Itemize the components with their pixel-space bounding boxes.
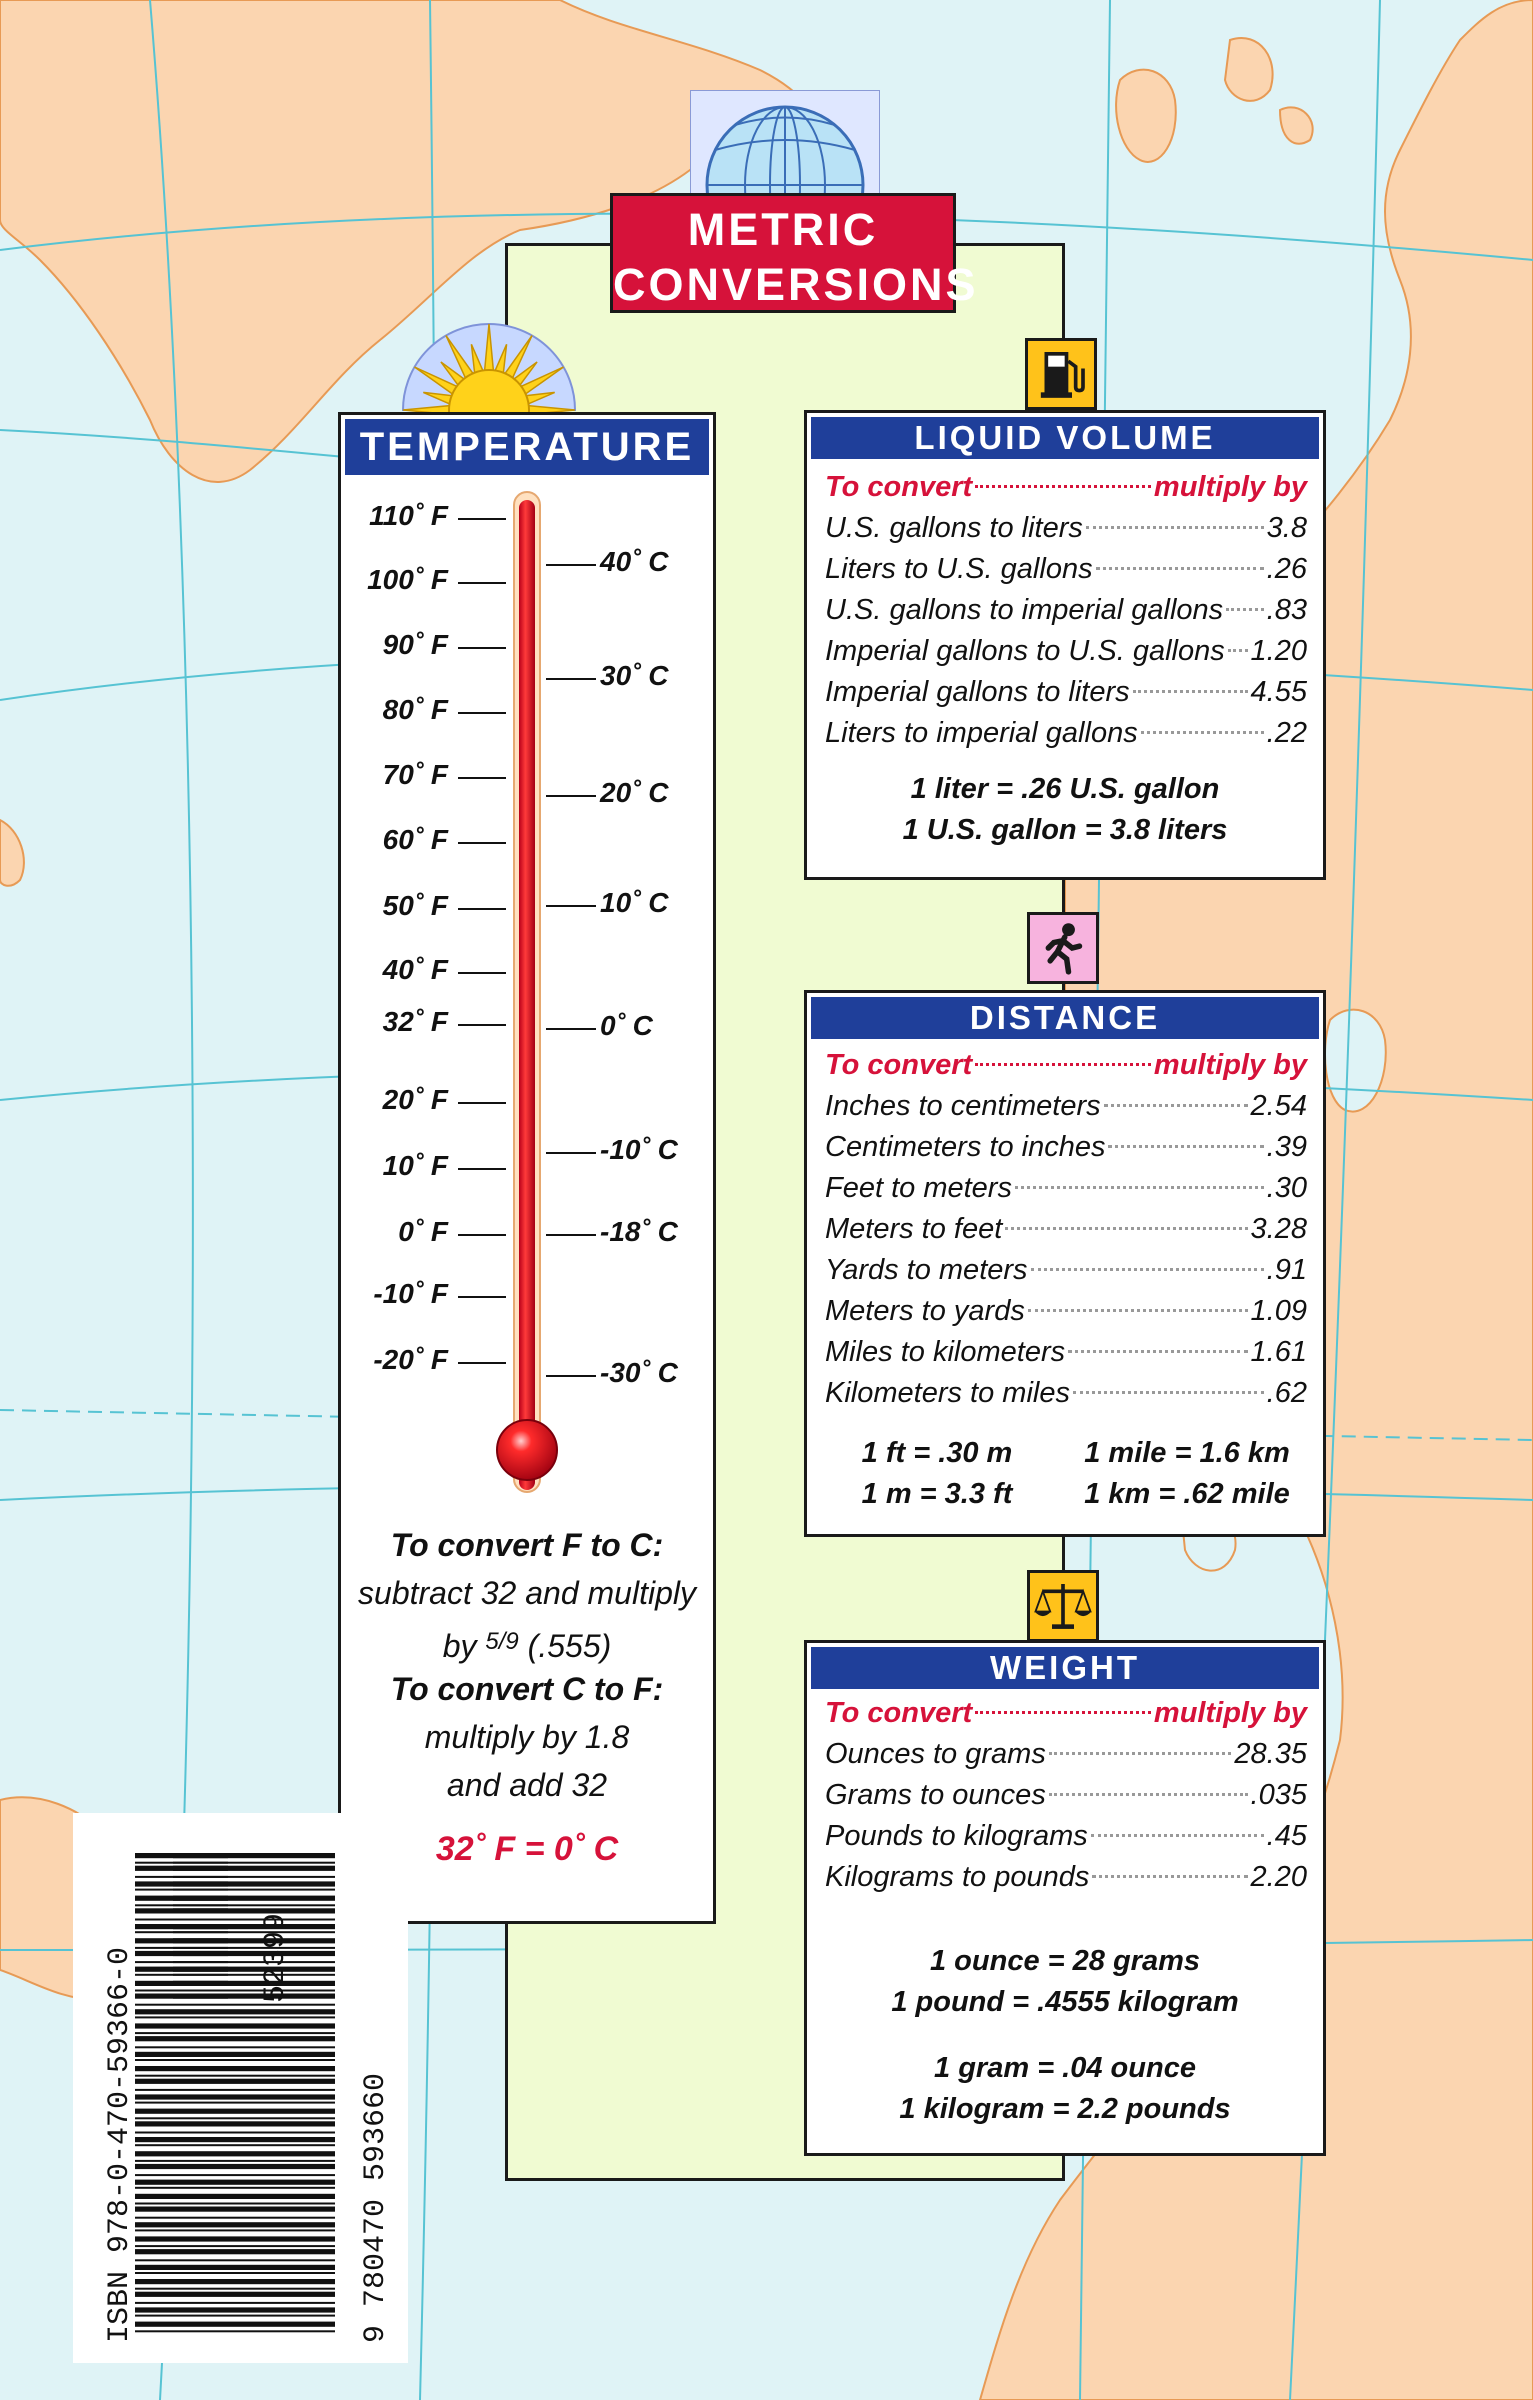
barcode-bar bbox=[173, 1994, 228, 1999]
thermometer-area bbox=[338, 412, 716, 1924]
barcode-bar bbox=[135, 1990, 335, 1992]
freezing-equivalence: 32˚ F = 0˚ C bbox=[435, 1830, 619, 1868]
fahrenheit-label: 80˚ F bbox=[382, 694, 448, 725]
leader-dots bbox=[1028, 1309, 1248, 1312]
fahrenheit-tick bbox=[458, 1102, 506, 1104]
celsius-label: -10˚ C bbox=[600, 1134, 678, 1165]
conversion-row bbox=[825, 549, 1307, 590]
barcode-bar bbox=[173, 1908, 228, 1913]
fahrenheit-label: -10˚ F bbox=[373, 1278, 448, 1309]
distance-column-header bbox=[825, 1045, 1307, 1086]
leader-dots bbox=[1228, 649, 1248, 652]
barcode-bar bbox=[135, 2229, 335, 2231]
barcode-bar bbox=[135, 2160, 335, 2162]
barcode-bar bbox=[135, 2307, 335, 2312]
barcode-bar bbox=[135, 1994, 335, 1999]
barcode-bar bbox=[135, 2322, 335, 2327]
fahrenheit-label: 0˚ F bbox=[398, 1216, 448, 1247]
conversion-label: Ounces to grams bbox=[825, 1738, 1046, 1770]
fahrenheit-tick bbox=[458, 777, 506, 779]
c-to-f-title: To convert C to F: bbox=[390, 1671, 664, 1707]
barcode-bar bbox=[173, 1896, 228, 1901]
conversion-factor: 28.35 bbox=[1234, 1738, 1307, 1770]
fahrenheit-tick bbox=[458, 1296, 506, 1298]
barcode-bar bbox=[135, 2203, 335, 2205]
barcode-bar bbox=[135, 1974, 335, 1976]
celsius-label: 40˚ C bbox=[600, 546, 669, 577]
barcode-bar bbox=[173, 1866, 228, 1871]
barcode-bar bbox=[135, 2036, 335, 2041]
barcode-bar bbox=[135, 2032, 335, 2034]
conversion-label: Imperial gallons to liters bbox=[825, 676, 1130, 708]
conversion-label: Grams to ounces bbox=[825, 1779, 1046, 1811]
barcode-bar bbox=[173, 1919, 228, 1921]
barcode-bar bbox=[135, 2016, 335, 2018]
barcode-bar bbox=[173, 1862, 228, 1864]
f-to-c-line2 bbox=[338, 1618, 716, 1670]
fahrenheit-tick bbox=[458, 1362, 506, 1364]
conversion-factor: .30 bbox=[1266, 1172, 1307, 1204]
barcode-bar bbox=[135, 2059, 335, 2061]
barcode-bar bbox=[135, 2265, 335, 2270]
barcode-bar bbox=[135, 2117, 335, 2119]
weight-column-header bbox=[825, 1693, 1307, 1734]
liquid-volume-note-1: 1 liter = .26 U.S. gallon bbox=[910, 773, 1220, 805]
barcode-bar bbox=[135, 2222, 335, 2227]
fahrenheit-label: -20˚ F bbox=[373, 1344, 448, 1375]
barcode-bar bbox=[173, 1938, 228, 1943]
barcode-bar bbox=[135, 2288, 335, 2290]
barcode-bar bbox=[173, 1961, 228, 1963]
col-to-convert: To convert bbox=[825, 1049, 973, 1081]
conversion-factor: 4.55 bbox=[1250, 676, 1307, 708]
conversion-label: Meters to feet bbox=[825, 1213, 1003, 1245]
barcode-bar bbox=[135, 2164, 335, 2169]
barcode-bar bbox=[135, 1862, 335, 1864]
barcode-bar bbox=[173, 1853, 228, 1858]
conversion-label: Miles to kilometers bbox=[825, 1336, 1066, 1368]
fahrenheit-label: 100˚ F bbox=[367, 564, 448, 595]
conversion-row bbox=[825, 672, 1307, 713]
barcode-bar bbox=[173, 1924, 228, 1929]
leader-dots bbox=[1068, 1350, 1247, 1353]
barcode-bar bbox=[135, 1853, 335, 1858]
barcode-bar bbox=[135, 1924, 335, 1929]
fahrenheit-tick bbox=[458, 972, 506, 974]
distance-note-mile: 1 mile = 1.6 km bbox=[1084, 1437, 1290, 1469]
conversion-label: Liters to imperial gallons bbox=[825, 717, 1138, 749]
conversion-row bbox=[825, 590, 1307, 631]
barcode-bar bbox=[135, 2330, 335, 2332]
conversion-factor: .91 bbox=[1266, 1254, 1307, 1286]
barcode-bar bbox=[135, 2144, 335, 2146]
barcode-bar bbox=[173, 1951, 228, 1956]
f-to-c-by: by bbox=[442, 1628, 486, 1664]
barcode-bar bbox=[135, 2279, 335, 2284]
barcode-bar bbox=[135, 2259, 335, 2261]
barcode-bar bbox=[135, 1919, 335, 1921]
isbn-text: ISBN 978-0-470-59366-0 bbox=[103, 1946, 137, 2343]
barcode-bar bbox=[135, 1889, 335, 1891]
conversion-factor: 1.61 bbox=[1250, 1336, 1307, 1368]
barcode-bar bbox=[135, 2004, 335, 2006]
col-to-convert: To convert bbox=[825, 471, 973, 503]
leader-dots bbox=[1015, 1186, 1264, 1189]
barcode-bar bbox=[135, 2109, 335, 2114]
conversion-label: Yards to meters bbox=[825, 1254, 1028, 1286]
barcode-bar bbox=[135, 2121, 335, 2126]
celsius-tick bbox=[546, 905, 596, 907]
barcode-bar bbox=[135, 2066, 335, 2071]
celsius-tick bbox=[546, 795, 596, 797]
barcode bbox=[73, 1813, 408, 2363]
barcode-bar bbox=[135, 1881, 335, 1886]
barcode-bar bbox=[135, 1866, 335, 1871]
barcode-bar bbox=[173, 1967, 228, 1972]
celsius-tick bbox=[546, 1375, 596, 1377]
conversion-label: Pounds to kilograms bbox=[825, 1820, 1088, 1852]
leader-dots bbox=[1141, 731, 1264, 734]
barcode-bar bbox=[135, 1908, 335, 1913]
liquid-volume-column-header bbox=[825, 467, 1307, 508]
distance-header: DISTANCE bbox=[811, 997, 1319, 1039]
barcode-bar bbox=[135, 2102, 335, 2104]
barcode-bar bbox=[135, 1951, 335, 1956]
col-multiply-by: multiply by bbox=[1153, 1697, 1307, 1729]
fahrenheit-tick bbox=[458, 1234, 506, 1236]
leader-dots bbox=[1096, 567, 1264, 570]
c-to-f-line1: multiply by 1.8 bbox=[424, 1719, 630, 1755]
conversion-row bbox=[825, 1775, 1307, 1816]
gas-pump-icon bbox=[1025, 338, 1097, 410]
barcode-bar bbox=[135, 1896, 335, 1901]
conversion-row bbox=[825, 1127, 1307, 1168]
conversion-label: Kilometers to miles bbox=[825, 1377, 1070, 1409]
barcode-bar bbox=[135, 2180, 335, 2185]
title-line-2: CONVERSIONS bbox=[613, 259, 979, 310]
barcode-bar bbox=[135, 2249, 335, 2254]
barcode-bar bbox=[135, 2292, 335, 2297]
weight-panel bbox=[804, 1640, 1326, 2156]
barcode-bar bbox=[135, 1904, 335, 1906]
barcode-bar bbox=[173, 1889, 228, 1891]
barcode-bar bbox=[135, 1931, 335, 1933]
barcode-bar bbox=[173, 1881, 228, 1886]
fahrenheit-label: 50˚ F bbox=[382, 890, 448, 921]
conversion-factor: 3.28 bbox=[1250, 1213, 1307, 1245]
conversion-factor: .62 bbox=[1266, 1377, 1307, 1409]
fahrenheit-label: 40˚ F bbox=[382, 954, 448, 985]
distance-note-m: 1 m = 3.3 ft bbox=[861, 1478, 1013, 1510]
liquid-volume-table bbox=[825, 467, 1307, 754]
distance-note-km: 1 km = .62 mile bbox=[1084, 1478, 1290, 1510]
barcode-bar bbox=[135, 2217, 335, 2219]
addon-digits: 52399 bbox=[259, 1912, 293, 2003]
barcode-bar bbox=[135, 2302, 335, 2304]
barcode-bar bbox=[135, 2023, 335, 2028]
barcode-bar bbox=[135, 2052, 335, 2057]
barcode-bar bbox=[135, 2079, 335, 2084]
conversion-row bbox=[825, 1816, 1307, 1857]
celsius-label: 0˚ C bbox=[600, 1010, 653, 1041]
barcode-bar bbox=[135, 1938, 335, 1943]
fahrenheit-tick bbox=[458, 647, 506, 649]
ean-digits: 9 780470 593660 bbox=[359, 2072, 393, 2343]
barcode-bar bbox=[135, 1947, 335, 1949]
leader-dots bbox=[1086, 526, 1264, 529]
fahrenheit-tick bbox=[458, 842, 506, 844]
col-multiply-by: multiply by bbox=[1153, 471, 1307, 503]
col-multiply-by: multiply by bbox=[1153, 1049, 1307, 1081]
liquid-volume-header: LIQUID VOLUME bbox=[811, 417, 1319, 459]
conversion-row bbox=[825, 1332, 1307, 1373]
conversion-row bbox=[825, 631, 1307, 672]
celsius-label: 10˚ C bbox=[600, 887, 669, 918]
conversion-label: Liters to U.S. gallons bbox=[825, 553, 1093, 585]
conversion-row bbox=[825, 508, 1307, 549]
conversion-label: Feet to meters bbox=[825, 1172, 1012, 1204]
barcode-bar bbox=[135, 2187, 335, 2189]
conversion-label: Inches to centimeters bbox=[825, 1090, 1101, 1122]
barcode-bar bbox=[173, 1981, 228, 1986]
leader-dots bbox=[1133, 690, 1248, 693]
leader-dots bbox=[1226, 608, 1264, 611]
barcode-bar bbox=[173, 1974, 228, 1976]
celsius-tick bbox=[546, 1234, 596, 1236]
conversion-row bbox=[825, 1734, 1307, 1775]
leader-dots bbox=[1092, 1875, 1247, 1878]
fahrenheit-label: 110˚ F bbox=[369, 500, 448, 531]
sun-icon bbox=[398, 300, 580, 412]
conversion-factor: .035 bbox=[1250, 1779, 1307, 1811]
conversion-factor: .22 bbox=[1266, 717, 1307, 749]
distance-note-ft: 1 ft = .30 m bbox=[861, 1437, 1013, 1469]
fahrenheit-label: 90˚ F bbox=[382, 629, 448, 660]
conversion-factor: .39 bbox=[1266, 1131, 1307, 1163]
leader-dots bbox=[1091, 1834, 1264, 1837]
fahrenheit-label: 70˚ F bbox=[382, 759, 448, 790]
f-to-c-title: To convert F to C: bbox=[390, 1527, 664, 1563]
celsius-label: 30˚ C bbox=[600, 660, 669, 691]
scale-icon bbox=[1027, 1570, 1099, 1642]
weight-header: WEIGHT bbox=[811, 1647, 1319, 1689]
barcode-bar bbox=[135, 2315, 335, 2317]
weight-note-4: 1 kilogram = 2.2 pounds bbox=[899, 2093, 1231, 2125]
temperature-header: TEMPERATURE bbox=[345, 419, 709, 475]
weight-table bbox=[825, 1693, 1307, 1898]
runner-icon bbox=[1027, 912, 1099, 984]
conversion-factor: 2.20 bbox=[1250, 1861, 1307, 1893]
conversion-factor: 3.8 bbox=[1266, 512, 1307, 544]
barcode-bar bbox=[173, 1904, 228, 1906]
barcode-bar bbox=[135, 1967, 335, 1972]
title-line-1: METRIC bbox=[687, 204, 879, 255]
conversion-factor: 2.54 bbox=[1250, 1090, 1307, 1122]
f-to-c-line1: subtract 32 and multiply bbox=[358, 1575, 696, 1611]
fahrenheit-tick bbox=[458, 582, 506, 584]
leader-dots bbox=[1104, 1104, 1248, 1107]
barcode-bar bbox=[173, 1931, 228, 1933]
conversion-factor: .26 bbox=[1266, 553, 1307, 585]
barcode-bar bbox=[135, 1981, 335, 1986]
leader-dots bbox=[1108, 1145, 1263, 1148]
barcode-bar bbox=[173, 1990, 228, 1992]
title-banner bbox=[610, 193, 979, 313]
barcode-bar bbox=[135, 2236, 335, 2241]
barcode-bar bbox=[135, 2194, 335, 2199]
conversion-label: Imperial gallons to U.S. gallons bbox=[825, 635, 1225, 667]
barcode-bar bbox=[135, 2075, 335, 2077]
fahrenheit-label: 32˚ F bbox=[382, 1006, 448, 1037]
conversion-row bbox=[825, 1168, 1307, 1209]
fahrenheit-tick bbox=[458, 1024, 506, 1026]
barcode-bar bbox=[173, 1876, 228, 1878]
fahrenheit-label: 60˚ F bbox=[382, 824, 448, 855]
leader-dots bbox=[1049, 1793, 1248, 1796]
globe-icon bbox=[690, 90, 880, 200]
barcode-bar bbox=[135, 1961, 335, 1963]
conversion-row bbox=[825, 1250, 1307, 1291]
barcode-bar bbox=[135, 2207, 335, 2212]
leader-dots bbox=[1005, 1227, 1247, 1230]
conversion-label: Centimeters to inches bbox=[825, 1131, 1106, 1163]
liquid-volume-note-2: 1 U.S. gallon = 3.8 liters bbox=[902, 814, 1228, 846]
conversion-factor: .45 bbox=[1266, 1820, 1307, 1852]
celsius-tick bbox=[546, 1028, 596, 1030]
conversion-factor: 1.20 bbox=[1250, 635, 1307, 667]
leader-dots bbox=[1049, 1752, 1232, 1755]
barcode-bar bbox=[135, 2137, 335, 2142]
fahrenheit-tick bbox=[458, 518, 506, 520]
weight-note-3: 1 gram = .04 ounce bbox=[934, 2052, 1196, 2084]
barcode-bar bbox=[135, 2089, 335, 2091]
conversion-row bbox=[825, 1373, 1307, 1414]
conversion-label: U.S. gallons to imperial gallons bbox=[825, 594, 1224, 626]
conversion-label: Meters to yards bbox=[825, 1295, 1025, 1327]
c-to-f-line2: and add 32 bbox=[446, 1767, 608, 1803]
barcode-bar bbox=[135, 2132, 335, 2134]
conversion-row bbox=[825, 1209, 1307, 1250]
fraction-five-ninths: 5/9 bbox=[485, 1628, 519, 1655]
conversion-label: U.S. gallons to liters bbox=[825, 512, 1083, 544]
weight-note-2: 1 pound = .4555 kilogram bbox=[891, 1986, 1239, 2018]
barcode-bar bbox=[135, 1876, 335, 1878]
weight-note-1: 1 ounce = 28 grams bbox=[930, 1945, 1200, 1977]
celsius-label: -30˚ C bbox=[600, 1357, 678, 1388]
leader-dots bbox=[1073, 1391, 1264, 1394]
f-to-c-decimal: (.555) bbox=[518, 1628, 612, 1664]
conversion-row bbox=[825, 1291, 1307, 1332]
conversion-label: Kilograms to pounds bbox=[825, 1861, 1090, 1893]
celsius-label: -18˚ C bbox=[600, 1216, 678, 1247]
distance-panel bbox=[804, 990, 1326, 1537]
barcode-bar bbox=[135, 2174, 335, 2176]
barcode-bar bbox=[135, 2272, 335, 2274]
barcode-bar bbox=[135, 2009, 335, 2014]
fahrenheit-label: 20˚ F bbox=[382, 1084, 448, 1115]
barcode-bar bbox=[135, 2151, 335, 2156]
leader-dots bbox=[1031, 1268, 1264, 1271]
fahrenheit-label: 10˚ F bbox=[382, 1150, 448, 1181]
celsius-tick bbox=[546, 564, 596, 566]
celsius-tick bbox=[546, 678, 596, 680]
conversion-factor: .83 bbox=[1266, 594, 1307, 626]
conversion-row bbox=[825, 1857, 1307, 1898]
conversion-row bbox=[825, 1086, 1307, 1127]
celsius-label: 20˚ C bbox=[600, 777, 669, 808]
distance-table bbox=[825, 1045, 1307, 1414]
celsius-tick bbox=[546, 1152, 596, 1154]
fahrenheit-tick bbox=[458, 908, 506, 910]
fahrenheit-tick bbox=[458, 1168, 506, 1170]
barcode-bar bbox=[135, 2094, 335, 2099]
barcode-bar bbox=[173, 1947, 228, 1949]
conversion-row bbox=[825, 713, 1307, 754]
fahrenheit-tick bbox=[458, 712, 506, 714]
barcode-bar bbox=[135, 2046, 335, 2048]
barcode-bar bbox=[135, 2245, 335, 2247]
liquid-volume-panel bbox=[804, 410, 1326, 880]
col-to-convert: To convert bbox=[825, 1697, 973, 1729]
conversion-factor: 1.09 bbox=[1250, 1295, 1307, 1327]
